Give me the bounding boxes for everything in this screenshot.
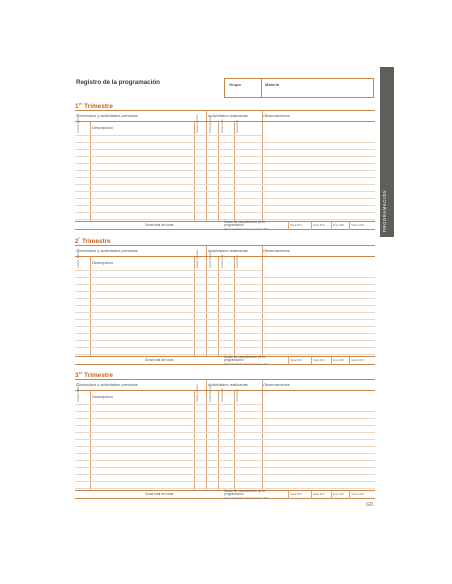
- table-row: [75, 481, 375, 482]
- table-column-divider: [234, 390, 235, 490]
- footer-option-box: [311, 357, 312, 365]
- col-header-observaciones: Observaciones: [263, 113, 290, 118]
- footer-grado-label: Grado de cumplimiento de la programación: [224, 220, 265, 228]
- table-header-rule: [75, 390, 375, 391]
- footer-grado-label: Grado de cumplimiento de la programación: [224, 489, 265, 497]
- table-subheader-rule: [75, 135, 262, 136]
- trimester-suffix: er: [78, 102, 83, 106]
- col-header-fecha-final: Fecha final: [236, 120, 239, 133]
- table-row: [75, 205, 375, 206]
- col-header-contenidos: Contenidos y actividades previstas: [76, 113, 138, 118]
- table-subheader-rule: [75, 270, 262, 271]
- footer-option-label: Hasta 90%: [313, 359, 325, 362]
- table-column-divider: [194, 390, 195, 490]
- footer-option-box: [288, 222, 289, 230]
- table-row: [75, 446, 375, 447]
- table-row: [75, 184, 375, 185]
- grupo-label: Grupo: [229, 82, 241, 87]
- footer-option-label: Entre 90%: [333, 224, 345, 227]
- footer-suma-label: Suma total de horas: [145, 223, 174, 227]
- col-header-tiempo: Tiempo previsto: [196, 249, 199, 268]
- footer-option-label: Entre 90%: [333, 359, 345, 362]
- table-row: [75, 298, 375, 299]
- table-row: [75, 340, 375, 341]
- footer-option-box: [331, 357, 332, 365]
- table-row: [75, 277, 375, 278]
- table-row: [75, 474, 375, 475]
- col-header-fecha-inicio: Fecha inicio: [221, 254, 224, 268]
- table-row: [75, 432, 375, 433]
- table-column-divider: [234, 256, 235, 356]
- materia-label: Materia: [265, 82, 280, 87]
- footer-option-box: [311, 222, 312, 230]
- trimester-number: 1: [75, 103, 79, 111]
- col-header-fecha-inicio: Fecha inicio: [221, 388, 224, 402]
- table-column-divider: [194, 121, 195, 221]
- group-subject-separator: [261, 79, 262, 97]
- footer-grado-label: Grado de cumplimiento de la programación: [224, 355, 265, 363]
- col-header-fecha-prevista: Fecha prevista: [209, 384, 212, 402]
- footer-option-box: [331, 222, 332, 230]
- footer-option-box: [311, 491, 312, 499]
- table-row: [75, 191, 375, 192]
- trimester-table: [75, 245, 375, 365]
- footer-suma-label: Suma total de horas: [145, 492, 174, 496]
- col-header-observaciones: Observaciones: [263, 382, 290, 387]
- table-row: [75, 284, 375, 285]
- col-header-contenidos: Contenidos y actividades previstas: [76, 382, 138, 387]
- table-header-rule: [75, 256, 375, 257]
- table-column-divider: [234, 121, 235, 221]
- footer-option-label: Hasta 90%: [313, 493, 325, 496]
- footer-option-label: Entre 90%: [333, 493, 345, 496]
- table-row: [75, 411, 375, 412]
- col-header-fecha-final: Fecha final: [236, 389, 239, 402]
- table-column-divider: [90, 390, 91, 490]
- col-header-descripcion: Descripción: [92, 260, 113, 265]
- table-row: [75, 418, 375, 419]
- col-header-actividades: Actividades realizadas: [208, 382, 248, 387]
- col-header-actividades: Actividades realizadas: [208, 248, 248, 253]
- table-row: [75, 326, 375, 327]
- trimester-title: [75, 237, 111, 245]
- footer-option-box: [331, 491, 332, 499]
- footer-grado-note: (Horas impartidas / tiempo previsto x 100): [224, 363, 269, 366]
- col-header-tiempo: Tiempo previsto: [196, 114, 199, 133]
- publisher-logo: GD: [366, 502, 374, 508]
- table-column-divider: [90, 256, 91, 356]
- trimester-section: [75, 371, 375, 499]
- table-row: [75, 198, 375, 199]
- trimester-suffix: er: [78, 371, 83, 375]
- table-column-divider: [218, 121, 219, 221]
- table-row: [75, 163, 375, 164]
- trimester-number: 2: [75, 238, 79, 246]
- footer-option-label: Hasta 100%: [351, 359, 365, 362]
- footer-option-box: [349, 222, 350, 230]
- footer-option-box: [349, 357, 350, 365]
- col-header-descripcion: Descripción: [92, 394, 113, 399]
- footer-option-box: [349, 491, 350, 499]
- trimester-label: Trimestre: [81, 238, 111, 246]
- col-header-contenidos: Contenidos y actividades previstas: [76, 248, 138, 253]
- table-row: [75, 170, 375, 171]
- footer-option-label: Hasta 100%: [351, 493, 365, 496]
- col-header-fecha-inicio: Fecha inicio: [221, 119, 224, 133]
- table-row: [75, 460, 375, 461]
- footer-option-label: Hasta 90%: [313, 224, 325, 227]
- footer-suma-label: Suma total de horas: [145, 358, 174, 362]
- footer-option-label: Hasta 85%: [290, 359, 302, 362]
- col-header-tiempo: Tiempo previsto: [196, 383, 199, 402]
- col-header-unidad: Unidad didáctica: [77, 248, 80, 268]
- table-row: [75, 305, 375, 306]
- table-row: [75, 142, 375, 143]
- table-row: [75, 149, 375, 150]
- col-header-descripcion: Descripción: [92, 125, 113, 130]
- table-header-rule: [75, 121, 375, 122]
- table-row: [75, 212, 375, 213]
- trimester-title: [75, 102, 113, 110]
- table-row: [75, 467, 375, 468]
- col-header-unidad: Unidad didáctica: [77, 113, 80, 133]
- group-subject-box: [224, 78, 374, 98]
- trimester-table: [75, 379, 375, 499]
- table-row: [75, 177, 375, 178]
- table-row: [75, 312, 375, 313]
- table-column-divider: [218, 256, 219, 356]
- table-row: [75, 156, 375, 157]
- trimester-title: [75, 371, 113, 379]
- footer-option-label: Hasta 85%: [290, 224, 302, 227]
- trimester-label: Trimestre: [84, 372, 113, 380]
- trimester-section: [75, 102, 375, 230]
- footer-option-box: [288, 357, 289, 365]
- side-tab-label: PROGRAMACIÓN: [382, 189, 387, 232]
- table-row: [75, 439, 375, 440]
- table-column-divider: [194, 256, 195, 356]
- col-header-unidad: Unidad didáctica: [77, 382, 80, 402]
- footer-grado-note: (Horas impartidas / tiempo previsto x 100): [224, 497, 269, 500]
- trimester-table: [75, 110, 375, 230]
- table-row: [75, 291, 375, 292]
- footer-option-box: [288, 491, 289, 499]
- footer-grado-note: (Horas impartidas / tiempo previsto x 100): [224, 228, 269, 231]
- document-title: Registro de la programación: [76, 79, 160, 86]
- table-row: [75, 453, 375, 454]
- table-row: [75, 425, 375, 426]
- table-column-divider: [90, 121, 91, 221]
- table-row: [75, 333, 375, 334]
- trimester-number: 3: [75, 372, 79, 380]
- table-column-divider: [218, 390, 219, 490]
- footer-option-label: Hasta 85%: [290, 493, 302, 496]
- col-header-fecha-prevista: Fecha prevista: [209, 250, 212, 268]
- trimester-section: [75, 237, 375, 365]
- table-subheader-rule: [75, 404, 262, 405]
- col-header-fecha-final: Fecha final: [236, 255, 239, 268]
- footer-option-label: Hasta 100%: [351, 224, 365, 227]
- trimester-suffix: º: [78, 237, 80, 241]
- col-header-actividades: Actividades realizadas: [208, 113, 248, 118]
- table-row: [75, 319, 375, 320]
- trimester-label: Trimestre: [84, 103, 113, 111]
- col-header-fecha-prevista: Fecha prevista: [209, 115, 212, 133]
- col-header-observaciones: Observaciones: [263, 248, 290, 253]
- table-row: [75, 347, 375, 348]
